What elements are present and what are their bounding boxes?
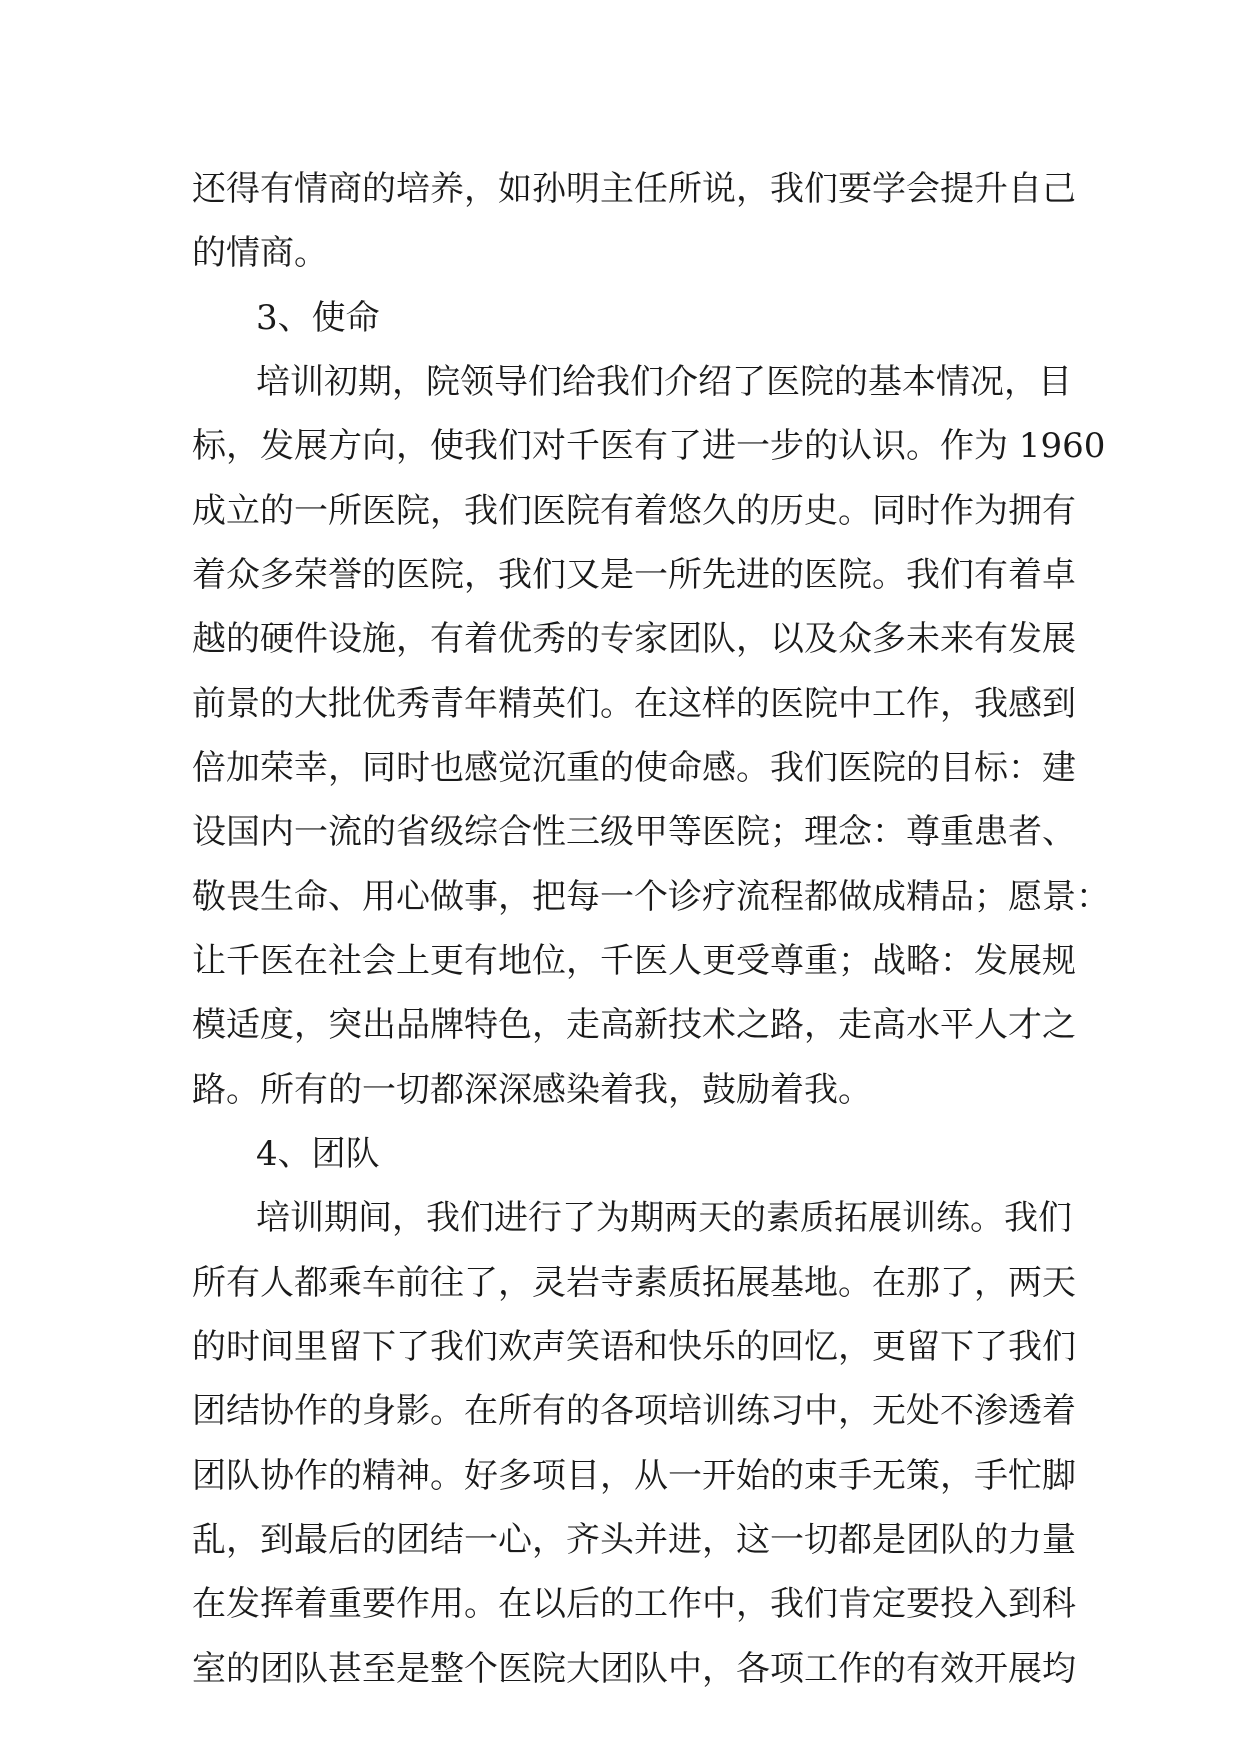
text-line: 室的团队甚至是整个医院大团队中，各项工作的有效开展均 [192,1649,1076,1689]
text-line: 在发挥着重要作用。在以后的工作中，我们肯定要投入到科 [192,1584,1076,1624]
text-line: 的情商。 [192,233,328,273]
text-line: 培训初期，院领导们给我们介绍了医院的基本情况，目 [256,362,1072,402]
text-line: 成立的一所医院，我们医院有着悠久的历史。同时作为拥有 [192,491,1076,531]
text-line: 所有人都乘车前往了，灵岩寺素质拓展基地。在那了，两天 [192,1263,1076,1303]
text-line: 的时间里留下了我们欢声笑语和快乐的回忆，更留下了我们 [192,1327,1076,1367]
text-line: 倍加荣幸，同时也感觉沉重的使命感。我们医院的目标：建 [192,748,1076,788]
text-line: 越的硬件设施，有着优秀的专家团队，以及众多未来有发展 [192,619,1076,659]
text-line: 团结协作的身影。在所有的各项培训练习中，无处不渗透着 [192,1391,1076,1431]
section-heading: 4、团队 [256,1134,380,1174]
text-line: 乱，到最后的团结一心，齐头并进，这一切都是团队的力量 [192,1520,1076,1560]
text-line: 模适度，突出品牌特色，走高新技术之路，走高水平人才之 [192,1005,1076,1045]
text-line: 让千医在社会上更有地位，千医人更受尊重；战略：发展规 [192,941,1076,981]
text-line: 标，发展方向，使我们对千医有了进一步的认识。作为 1960 [192,426,1106,466]
text-line: 路。所有的一切都深深感染着我，鼓励着我。 [192,1070,872,1110]
text-line: 前景的大批优秀青年精英们。在这样的医院中工作，我感到 [192,684,1076,724]
text-line: 培训期间，我们进行了为期两天的素质拓展训练。我们 [256,1198,1072,1238]
text-line: 着众多荣誉的医院，我们又是一所先进的医院。我们有着卓 [192,555,1076,595]
text-line: 还得有情商的培养，如孙明主任所说，我们要学会提升自己 [192,169,1076,209]
text-line: 敬畏生命、用心做事，把每一个诊疗流程都做成精品；愿景： [192,877,1110,917]
text-line: 团队协作的精神。好多项目，从一开始的束手无策，手忙脚 [192,1456,1076,1496]
section-heading: 3、使命 [256,298,380,338]
text-line: 设国内一流的省级综合性三级甲等医院；理念：尊重患者、 [192,812,1076,852]
